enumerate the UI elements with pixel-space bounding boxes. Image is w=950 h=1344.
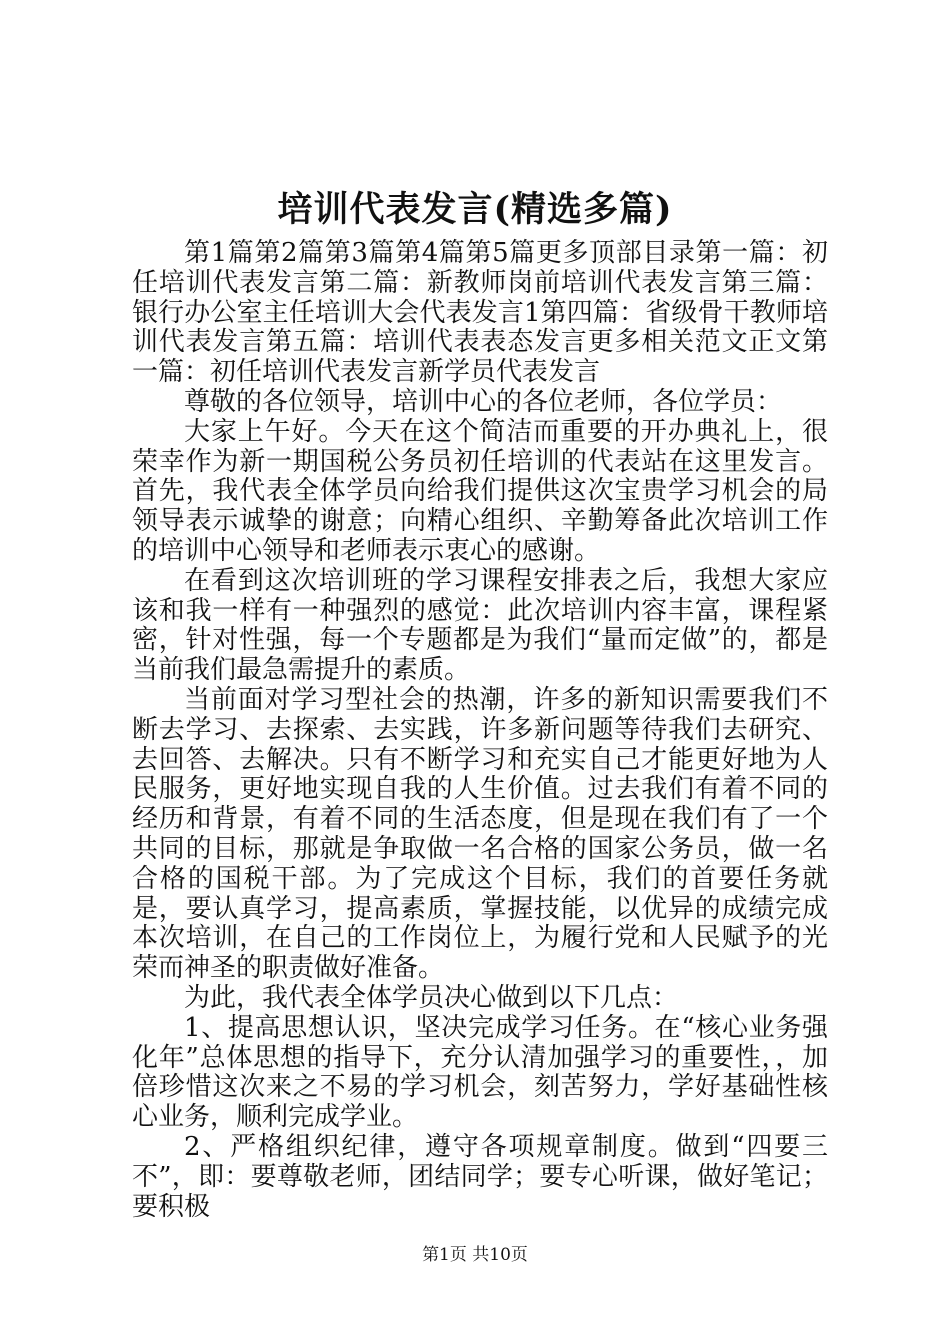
paragraph-point-2: 2、严格组织纪律，遵守各项规章制度。做到“四要三不”，即：要尊敬老师，团结同学；要专心听课，做好笔记；要积极 bbox=[132, 1131, 828, 1222]
page-footer: 第1页 共10页 bbox=[422, 1245, 528, 1265]
paragraph-greeting: 大家上午好。今天在这个简洁而重要的开办典礼上，很荣幸作为新一期国税公务员初任培训的代表站在这里发言。首先，我代表全体学员向给我们提供这次宝贵学习机会的局领导表示诚挚的谢意；向精心组织、辛勤筹备此次培训工作的培训中心领导和老师表示衷心的感谢。 bbox=[132, 416, 828, 566]
paragraph-point-1: 1、提高思想认识，坚决完成学习任务。在“核心业务强化年”总体思想的指导下，充分认清加强学习的重要性，，加倍珍惜这次来之不易的学习机会，刻苦努力，学好基础性核心业务，顺利完成学业。 bbox=[132, 1012, 828, 1133]
paragraph-course-impression: 在看到这次培训班的学习课程安排表之后，我想大家应该和我一样有一种强烈的感觉：此次培训内容丰富，课程紧密，针对性强，每一个专题都是为我们“量而定做”的，都是当前我们最急需提升的素质。 bbox=[132, 565, 828, 686]
paragraph-table-of-contents: 第1篇第2篇第3篇第4篇第5篇更多顶部目录第一篇：初任培训代表发言第二篇：新教师岗前培训代表发言第三篇：银行办公室主任培训大会代表发言1第四篇：省级骨干教师培训代表发言第五篇：培训代表表态发言更多相关范文正文第一篇：初任培训代表发言新学员代表发言 bbox=[132, 238, 828, 388]
paragraph-salutation: 尊敬的各位领导，培训中心的各位老师，各位学员： bbox=[184, 386, 783, 417]
paragraph-resolution-intro: 为此，我代表全体学员决心做到以下几点： bbox=[184, 982, 679, 1013]
document-title: 培训代表发言(精选多篇) bbox=[277, 189, 673, 230]
document-body bbox=[132, 239, 828, 1222]
paragraph-learning-society: 当前面对学习型社会的热潮，许多的新知识需要我们不断去学习、去探索、去实践，许多新问题等待我们去研究、去回答、去解决。只有不断学习和充实自己才能更好地为人民服务，更好地实现自我的人生价值。过去我们有着不同的经历和背景，有着不同的生活态度，但是现在我们有了一个共同的目标，那就是争取做一名合格的国家公务员，做一名合格的国税干部。为了完成这个目标，我们的首要任务就是，要认真学习，提高素质，掌握技能，以优异的成绩完成本次培训，在自己的工作岗位上，为履行党和人民赋予的光荣而神圣的职责做好准备。 bbox=[132, 684, 828, 984]
